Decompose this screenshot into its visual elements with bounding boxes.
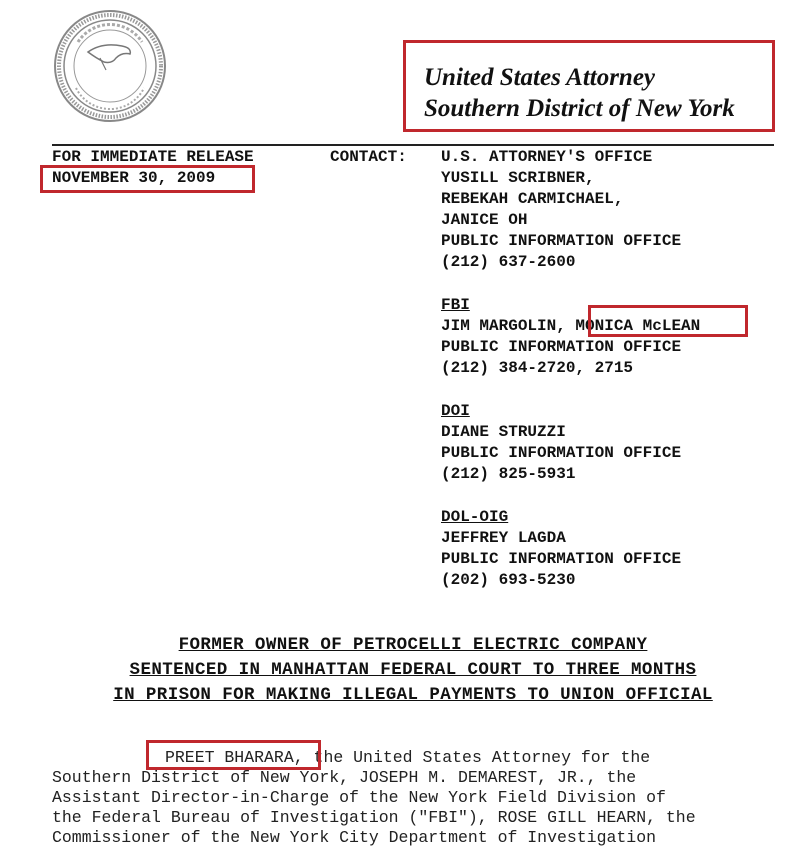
body-line: Commissioner of the New York City Department of Investigation (52, 828, 656, 847)
body-text: , the United States Attorney for the (293, 748, 651, 767)
contact-line: PUBLIC INFORMATION OFFICE (441, 338, 682, 356)
contact-name-highlight: MONICA McLEAN (575, 317, 701, 335)
headline-line-2: SENTENCED IN MANHATTAN FEDERAL COURT TO THREE MONTHS (129, 660, 697, 680)
date-highlight-box (40, 165, 255, 193)
contact-phone: (212) 825-5931 (441, 465, 576, 483)
body-line: Southern District of New York, JOSEPH M. DEMAREST, JR., the (52, 768, 637, 787)
contact-phone: (212) 384-2720, 2715 (441, 359, 634, 377)
contact-line: DIANE STRUZZI (441, 423, 566, 441)
contact-line: PUBLIC INFORMATION OFFICE (441, 444, 682, 462)
doj-seal-icon (52, 8, 168, 124)
headline-line-3: IN PRISON FOR MAKING ILLEGAL PAYMENTS TO UNION OFFICIAL (113, 685, 713, 705)
contact-line: YUSILL SCRIBNER, (441, 169, 595, 187)
body-line: the Federal Bureau of Investigation ("FBI"), ROSE GILL HEARN, the (52, 808, 696, 827)
body-line: Assistant Director-in-Charge of the New York Field Division of (52, 788, 666, 807)
release-label: FOR IMMEDIATE RELEASE (52, 148, 254, 166)
contact-name: JIM MARGOLIN, (441, 317, 576, 335)
office-district: Southern District of New York (424, 95, 735, 122)
body-name-highlight: PREET BHARARA (165, 748, 294, 767)
contact-line: JANICE OH (441, 211, 528, 229)
release-date: NOVEMBER 30, 2009 (52, 169, 216, 187)
contact-phone: (212) 637-2600 (441, 253, 576, 271)
contact-agency-fbi: FBI (441, 296, 470, 314)
headline-line-1: FORMER OWNER OF PETROCELLI ELECTRIC COMPANY (178, 635, 648, 655)
contact-agency-doi: DOI (441, 402, 470, 420)
contact-agency-dol-oig: DOL-OIG (441, 508, 509, 526)
contact-label: CONTACT: (330, 148, 407, 166)
body-name-highlight-box (146, 740, 321, 770)
contact-line: REBEKAH CARMICHAEL, (441, 190, 624, 208)
contact-agency-usao: U.S. ATTORNEY'S OFFICE (441, 148, 653, 166)
contact-phone: (202) 693-5230 (441, 571, 576, 589)
contact-line: JEFFREY LAGDA (441, 529, 566, 547)
contact-line: PUBLIC INFORMATION OFFICE (441, 232, 682, 250)
contact-line: PUBLIC INFORMATION OFFICE (441, 550, 682, 568)
name-highlight-box (588, 305, 748, 337)
header-rule (52, 144, 774, 146)
office-title: United States Attorney (424, 64, 656, 91)
